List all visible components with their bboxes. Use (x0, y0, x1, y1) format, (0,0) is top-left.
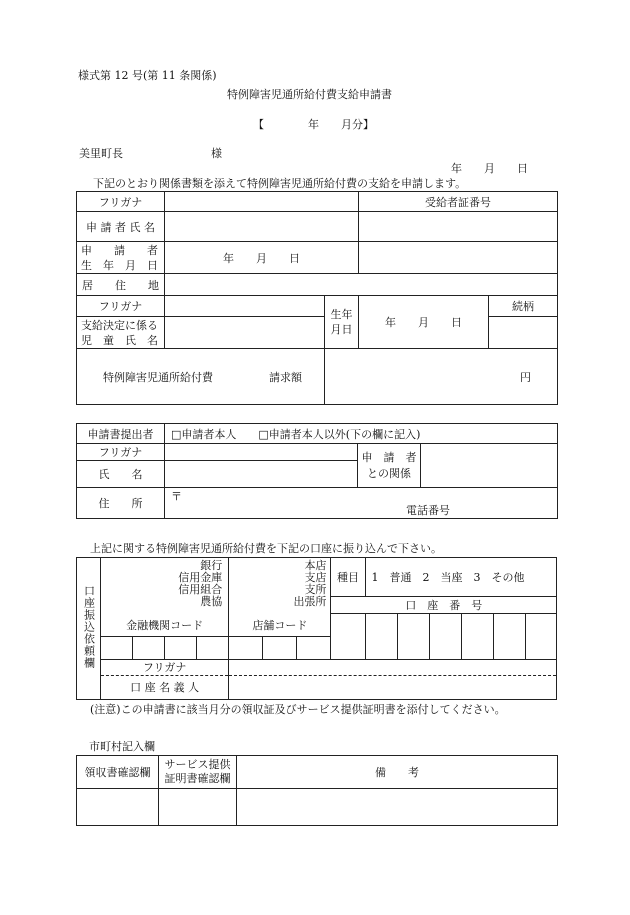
submitter-address-field[interactable] (165, 488, 558, 519)
receipt-check-label: 領収書確認欄 (77, 756, 159, 789)
submitter-address-label: 住 所 (77, 488, 165, 519)
account-digit-4[interactable] (429, 614, 461, 660)
submitter-furigana-field[interactable] (165, 444, 358, 461)
child-furigana-label: フリガナ (77, 296, 165, 317)
account-number-label: 口 座 番 号 (331, 597, 557, 614)
child-furigana-field[interactable] (165, 296, 325, 317)
holder-furigana-label: フリガナ (101, 660, 228, 676)
receipt-check-field[interactable] (77, 789, 159, 826)
branch-code-digit-1[interactable] (229, 637, 263, 660)
service-check-field[interactable] (159, 789, 237, 826)
bank-side-label: 口座振込依頼欄 (77, 558, 101, 700)
postal-mark: 〒 (171, 490, 182, 503)
bank-table (76, 557, 557, 700)
inst-code-digit-2[interactable] (133, 637, 165, 660)
municipal-title: 市町村記入欄 (89, 740, 155, 753)
submitter-label: 申請書提出者 (77, 424, 165, 444)
child-birth-label: 生年 月日 (325, 296, 359, 349)
holder-field[interactable] (229, 660, 557, 700)
yen-unit: 円 (520, 370, 531, 384)
honorific: 様 (211, 147, 222, 160)
claim-amount-field[interactable] (325, 349, 558, 405)
child-name-label: 支給決定に係る 児 童 氏 名 (77, 317, 165, 349)
applicant-birth-field[interactable]: 年 月 日 (165, 242, 359, 274)
address-field[interactable] (165, 274, 558, 296)
branch-name-field[interactable]: 本店 支店 支所 出張所 (229, 558, 331, 614)
relation-label: 続柄 (489, 296, 558, 317)
branch-code-label: 店舗コード (229, 614, 331, 637)
applicant-name-label: 申 請 者 氏 名 (77, 212, 165, 242)
submitter-name-label: 氏 名 (77, 461, 165, 488)
submitter-options (165, 424, 558, 444)
branch-code-digit-2[interactable] (263, 637, 297, 660)
checkbox-other[interactable]: □申請者本人以外(下の欄に記入) (258, 427, 421, 441)
attachment-note: (注意)この申請書に該当月分の領収証及びサービス提供証明書を添付してください。 (90, 703, 506, 716)
inst-code-digit-3[interactable] (165, 637, 197, 660)
submitter-furigana-label: フリガナ (77, 444, 165, 461)
furigana-label: フリガナ (77, 192, 165, 212)
claim-label: 特例障害児通所給付費 請求額 (77, 349, 325, 405)
recipient-number-label: 受給者証番号 (359, 192, 558, 212)
inst-code-label: 金融機関コード (101, 614, 229, 637)
form-number: 様式第 12 号(第 11 条関係) (78, 69, 217, 82)
address-label: 居 住 地 (77, 274, 165, 296)
form-title: 特例障害児通所給付費支給申請書 (227, 88, 392, 101)
inst-code-digit-4[interactable] (197, 637, 229, 660)
municipal-table (76, 755, 558, 826)
addressee: 美里町長 (79, 147, 123, 160)
remarks-label: 備 考 (237, 756, 558, 789)
account-digit-5[interactable] (461, 614, 493, 660)
application-date[interactable]: 年 月 日 (451, 162, 528, 175)
holder-name-label: 口 座 名 義 人 (130, 681, 200, 694)
applicant-name-field[interactable] (165, 212, 359, 242)
account-digit-3[interactable] (397, 614, 429, 660)
submitter-name-field[interactable] (165, 461, 358, 488)
period-field[interactable]: 【 年 月分】 (253, 118, 374, 131)
account-kind-label: 種目 (331, 558, 365, 597)
service-check-label: サービス提供 証明書確認欄 (159, 756, 237, 789)
account-digit-7[interactable] (525, 614, 556, 660)
submitter-relation-label: 申 請 者 との関係 (358, 444, 421, 488)
submitter-relation-field[interactable] (421, 444, 558, 488)
blank-cell (359, 242, 558, 274)
checkbox-self[interactable]: □申請者本人 (171, 427, 237, 441)
holder-label (101, 660, 229, 700)
phone-label: 電話番号 (406, 504, 450, 517)
inst-code-digit-1[interactable] (101, 637, 133, 660)
branch-code-digit-3[interactable] (297, 637, 331, 660)
account-kind-options[interactable]: 1 普通 2 当座 3 その他 (365, 558, 557, 597)
child-birth-field[interactable]: 年 月 日 (359, 296, 489, 349)
recipient-number-field[interactable] (359, 212, 558, 242)
intro-text: 下記のとおり関係書類を添えて特例障害児通所給付費の支給を申請します。 (93, 177, 467, 190)
applicant-birth-label: 申 請 者 生 年 月 日 (77, 242, 165, 274)
account-digit-2[interactable] (365, 614, 397, 660)
child-name-field[interactable] (165, 317, 325, 349)
applicant-furigana-field[interactable] (165, 192, 359, 212)
bank-intro: 上記に関する特例障害児通所給付費を下記の口座に振り込んで下さい。 (90, 542, 442, 555)
bank-name-field[interactable]: 銀行 信用金庫 信用組合 農協 (101, 558, 229, 614)
applicant-table (76, 191, 558, 405)
remarks-field[interactable] (237, 789, 558, 826)
submitter-table (76, 423, 558, 519)
account-digit-1[interactable] (331, 614, 365, 660)
relation-field[interactable] (489, 317, 558, 349)
account-digit-6[interactable] (493, 614, 525, 660)
